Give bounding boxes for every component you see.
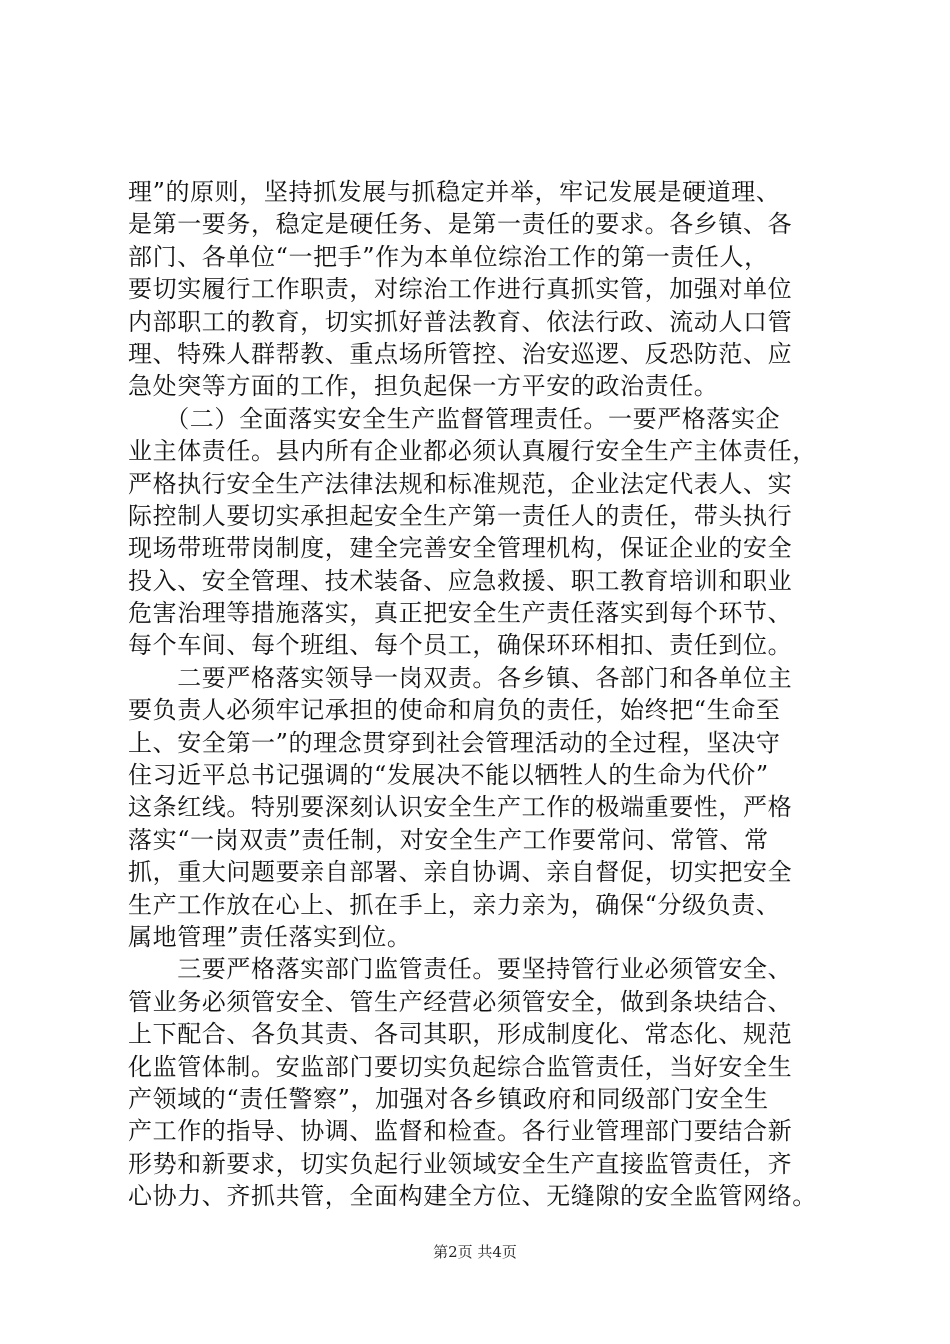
- paragraph-start-line: 三要严格落实部门监管责任。要坚持管行业必须管安全、: [128, 955, 793, 984]
- text-line: 危害治理等措施落实，真正把安全生产责任落实到每个环节、: [128, 599, 793, 628]
- text-line: 每个车间、每个班组、每个员工，确保环环相扣、责任到位。: [128, 631, 793, 660]
- text-line: 这条红线。特别要深刻认识安全生产工作的极端重要性，严格: [128, 793, 793, 822]
- text-line: 属地管理”责任落实到位。: [128, 922, 412, 951]
- text-line: 产领域的“责任警察”，加强对各乡镇政府和同级部门安全生: [128, 1084, 769, 1113]
- page-number-footer: 第2页 共4页: [433, 1243, 517, 1261]
- text-line: 上下配合、各负其责、各司其职，形成制度化、常态化、规范: [128, 1020, 793, 1049]
- text-line: 部门、各单位“一把手”作为本单位综治工作的第一责任人，: [128, 242, 769, 271]
- text-line: 上、安全第一”的理念贯穿到社会管理活动的全过程，坚决守: [128, 728, 781, 757]
- text-line: 内部职工的教育，切实抓好普法教育、依法行政、流动人口管: [128, 307, 793, 336]
- text-line: 心协力、齐抓共管，全面构建全方位、无缝隙的安全监管网络。: [128, 1182, 817, 1211]
- text-line: 际控制人要切实承担起安全生产第一责任人的责任，带头执行: [128, 501, 793, 530]
- text-line: 管业务必须管安全、管生产经营必须管安全，做到条块结合、: [128, 987, 793, 1016]
- paragraph-start-line: （二）全面落实安全生产监督管理责任。一要严格落实企: [128, 404, 781, 433]
- text-line: 理”的原则，坚持抓发展与抓稳定并举，牢记发展是硬道理、: [128, 178, 781, 206]
- text-line: 化监管体制。安监部门要切实负起综合监管责任，当好安全生: [128, 1052, 793, 1081]
- body-text: [128, 176, 822, 1213]
- text-line: 理、特殊人群帮教、重点场所管控、治安巡逻、反恐防范、应: [128, 339, 793, 368]
- paragraph-start-line: 二要严格落实领导一岗双责。各乡镇、各部门和各单位主: [128, 663, 793, 692]
- text-line: 急处突等方面的工作，担负起保一方平安的政治责任。: [128, 372, 719, 401]
- text-line: 要切实履行工作职责，对综治工作进行真抓实管，加强对单位: [128, 275, 793, 304]
- text-line: 现场带班带岗制度，建全完善安全管理机构，保证企业的安全: [128, 534, 793, 563]
- text-line: 产工作的指导、协调、监督和检查。各行业管理部门要结合新: [128, 1117, 793, 1146]
- text-line: 要负责人必须牢记承担的使命和肩负的责任，始终把“生命至: [128, 696, 781, 725]
- text-line: 住习近平总书记强调的“发展决不能以牺牲人的生命为代价”: [128, 761, 769, 790]
- text-line: 落实“一岗双责”责任制，对安全生产工作要常问、常管、常: [128, 825, 769, 854]
- text-line: 业主体责任。县内所有企业都必须认真履行安全生产主体责任，: [128, 437, 817, 466]
- text-line: 形势和新要求，切实负起行业领域安全生产直接监管责任，齐: [128, 1149, 793, 1178]
- text-line: 严格执行安全生产法律法规和标准规范，企业法定代表人、实: [128, 469, 793, 498]
- text-line: 投入、安全管理、技术装备、应急救援、职工教育培训和职业: [128, 566, 793, 595]
- text-line: 生产工作放在心上、抓在手上，亲力亲为，确保“分级负责、: [128, 890, 781, 919]
- text-line: 是第一要务，稳定是硬任务、是第一责任的要求。各乡镇、各: [128, 210, 793, 239]
- text-line: 抓，重大问题要亲自部署、亲自协调、亲自督促，切实把安全: [128, 858, 793, 887]
